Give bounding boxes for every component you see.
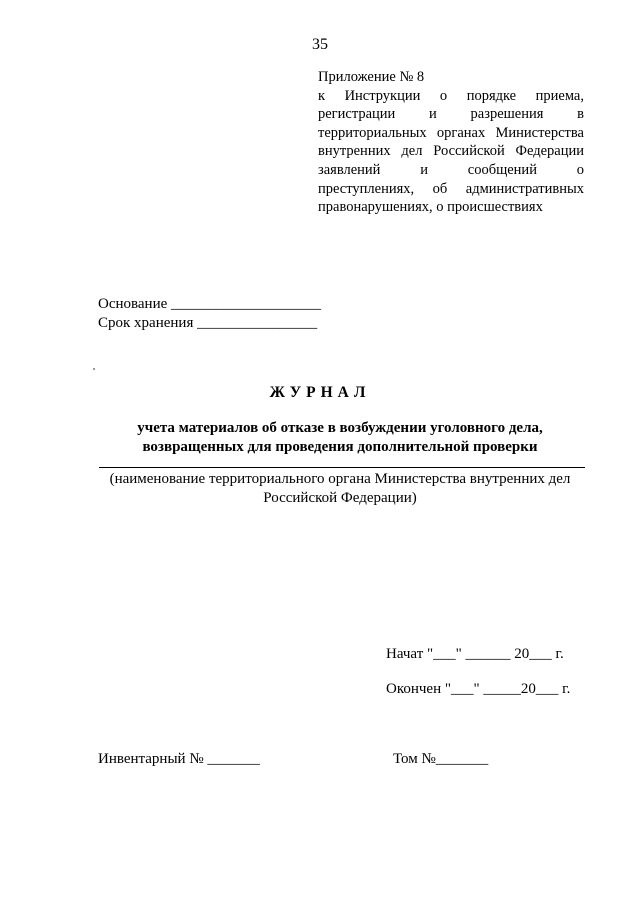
page-number: 35	[312, 36, 328, 53]
appendix-line: правонарушениях, о происшествиях	[318, 199, 543, 216]
end-date-field: Окончен "___" _____20___ г.	[386, 681, 571, 697]
appendix-line: территориальных органах Министерства	[318, 124, 584, 141]
organization-name-line	[99, 467, 585, 468]
caption-line: (наименование территориального органа Министерства внутренних дел	[109, 471, 571, 487]
appendix-line: внутренних дел Российской Федерации	[318, 143, 584, 160]
journal-subtitle	[0, 419, 640, 457]
subtitle-line: возвращенных для проведения дополнительной проверки	[142, 439, 538, 455]
journal-title: ЖУРНАЛ	[269, 384, 371, 401]
start-date-field: Начат "___" ______ 20___ г.	[386, 646, 564, 662]
appendix-line: преступлениях, об административных	[318, 180, 584, 197]
retention-field: Срок хранения ________________	[98, 315, 318, 331]
volume-number-field: Том №_______	[393, 751, 489, 767]
organization-caption	[0, 470, 640, 508]
appendix-line: регистрации и разрешения в	[318, 106, 584, 123]
appendix-reference	[318, 68, 584, 217]
inventory-number-field: Инвентарный № _______	[98, 751, 260, 767]
appendix-line: к Инструкции о порядке приема,	[318, 87, 584, 104]
appendix-line: Приложение № 8	[318, 69, 425, 85]
subtitle-line: учета материалов об отказе в возбуждении уголовного дела,	[137, 420, 543, 436]
caption-line: Российской Федерации)	[263, 490, 417, 506]
appendix-line: заявлений и сообщений о	[318, 161, 584, 178]
scan-speck	[93, 368, 95, 370]
basis-field: Основание ____________________	[98, 296, 322, 312]
